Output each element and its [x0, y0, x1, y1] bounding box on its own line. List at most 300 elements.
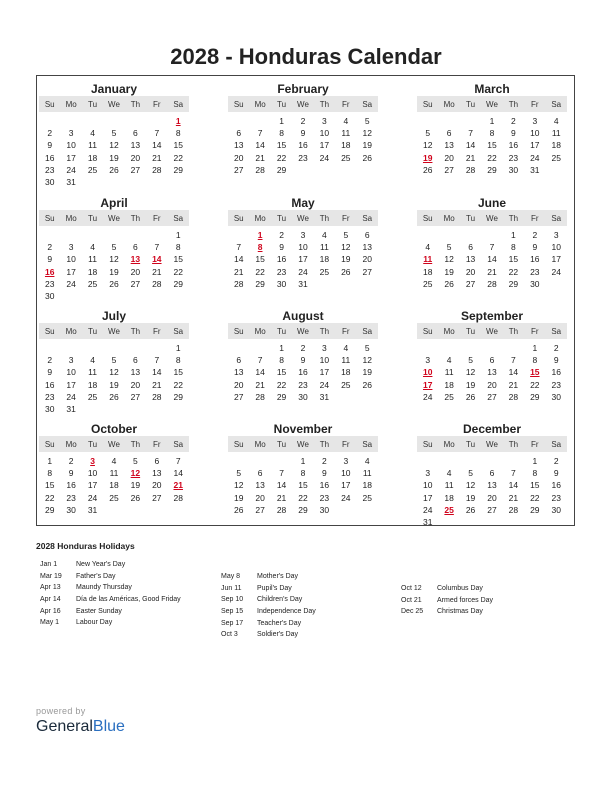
day-cell: 28 — [487, 278, 497, 289]
weekday-label: Su — [44, 213, 55, 223]
day-cell: 7 — [489, 242, 495, 253]
day-cell: 24 — [87, 492, 98, 503]
day-cell: 27 — [487, 391, 497, 402]
day-cell: 7 — [154, 355, 160, 366]
weekday-label: Mo — [254, 326, 266, 336]
day-cell: 28 — [508, 504, 519, 515]
weekday-label: Su — [233, 99, 244, 109]
day-cell: 19 — [109, 379, 119, 390]
day-cell: 7 — [175, 456, 181, 467]
month-name: June — [477, 196, 506, 210]
day-cell: 3 — [553, 230, 559, 241]
day-cell: 10 — [319, 355, 330, 366]
week-row — [39, 266, 189, 278]
day-cell: 25 — [319, 266, 330, 277]
day-cell: 20 — [152, 480, 162, 491]
weekday-label: Th — [319, 99, 330, 109]
weekday-label: Th — [130, 439, 141, 449]
day-cell: 23 — [508, 152, 519, 163]
week-row — [417, 504, 567, 516]
day-cell: 7 — [511, 468, 516, 479]
day-cell: 19 — [362, 140, 372, 151]
weekday-label: Sa — [551, 99, 562, 109]
week-row — [39, 115, 189, 127]
week-row — [228, 354, 378, 366]
day-cell: 10 — [341, 468, 351, 479]
day-cell: 22 — [173, 266, 183, 277]
day-cell: 5 — [111, 128, 117, 139]
day-cell: 1 — [257, 230, 263, 241]
day-cell: 5 — [111, 242, 117, 253]
day-cell: 6 — [468, 242, 473, 253]
day-cell: 7 — [468, 128, 473, 139]
day-cell: 14 — [152, 254, 162, 265]
day-cell: 16 — [551, 480, 561, 491]
day-cell: 25 — [87, 164, 98, 175]
day-cell: 27 — [465, 278, 476, 289]
powered-by-text: powered by — [36, 706, 86, 716]
weekday-label: Mo — [254, 99, 266, 109]
week-row — [417, 403, 567, 415]
holiday-item — [221, 594, 316, 606]
weekday-label: Tu — [466, 326, 476, 336]
day-cell: 14 — [173, 468, 183, 479]
day-cell: 23 — [44, 278, 55, 289]
weekday-header — [417, 436, 567, 452]
day-cell: 14 — [255, 367, 265, 378]
week-row — [228, 266, 378, 278]
day-cell: 23 — [44, 391, 55, 402]
day-cell: 7 — [279, 468, 284, 479]
holiday-item — [40, 617, 181, 629]
weekday-label: We — [108, 99, 120, 109]
week-row — [39, 354, 189, 366]
day-cell: 11 — [444, 367, 454, 378]
weekday-label: Tu — [466, 213, 476, 223]
week-row — [39, 253, 189, 265]
weekday-label: We — [486, 439, 498, 449]
day-cell: 4 — [111, 456, 117, 467]
day-cell: 17 — [66, 266, 76, 277]
day-cell: 21 — [487, 266, 497, 277]
day-cell: 10 — [551, 242, 561, 253]
day-cell: 26 — [465, 391, 476, 402]
day-cell: 22 — [255, 266, 265, 277]
holiday-date: Oct 12 — [401, 585, 422, 592]
week-row — [39, 139, 189, 151]
day-cell: 22 — [276, 379, 287, 390]
day-cell: 22 — [44, 492, 55, 503]
day-cell: 21 — [152, 266, 162, 277]
day-cell: 2 — [532, 230, 538, 241]
holiday-item — [221, 583, 316, 595]
day-cell: 2 — [47, 355, 53, 366]
holiday-date: Oct 21 — [401, 596, 422, 604]
day-cell: 19 — [465, 492, 476, 503]
day-cell: 4 — [425, 242, 431, 253]
day-cell: 8 — [279, 128, 284, 139]
week-row — [228, 278, 378, 290]
holiday-date: Apr 13 — [40, 584, 61, 592]
day-cell: 11 — [362, 468, 372, 479]
day-cell: 6 — [446, 128, 452, 139]
month-name: March — [474, 82, 510, 96]
week-row — [39, 467, 189, 479]
weekday-label: Sa — [551, 326, 562, 336]
week-row — [39, 492, 189, 504]
holiday-column — [40, 559, 181, 629]
day-cell: 8 — [175, 355, 181, 366]
weekday-header — [39, 323, 189, 339]
week-row — [417, 391, 567, 403]
week-row — [228, 164, 378, 176]
day-cell: 12 — [465, 480, 476, 491]
day-cell: 29 — [487, 164, 497, 175]
day-cell: 9 — [553, 355, 559, 366]
day-cell: 11 — [88, 367, 97, 378]
page-title: 2028 - Honduras Calendar — [170, 44, 442, 69]
weekday-label: Tu — [466, 439, 476, 449]
day-cell: 21 — [508, 379, 519, 390]
weekday-label: Sa — [551, 213, 562, 223]
day-cell: 11 — [109, 468, 119, 479]
week-row — [228, 455, 378, 467]
day-cell: 5 — [343, 230, 349, 241]
week-row — [39, 366, 189, 378]
day-cell: 13 — [465, 254, 476, 265]
weekday-label: We — [108, 439, 120, 449]
day-cell: 19 — [422, 152, 433, 163]
day-cell: 26 — [130, 492, 141, 503]
holiday-date: Sep 17 — [221, 619, 244, 627]
week-row — [228, 139, 378, 151]
month-name: January — [90, 82, 138, 96]
day-cell: 18 — [87, 266, 98, 277]
day-cell: 8 — [532, 468, 538, 479]
day-cell: 12 — [465, 367, 476, 378]
day-cell: 6 — [236, 355, 242, 366]
day-cell: 18 — [444, 492, 454, 503]
day-cell: 30 — [551, 504, 561, 515]
weekday-label: Th — [319, 213, 330, 223]
day-cell: 24 — [66, 278, 76, 289]
day-cell: 13 — [130, 367, 141, 378]
day-cell: 9 — [47, 140, 53, 151]
day-cell: 8 — [279, 355, 284, 366]
weekday-label: Fr — [342, 326, 350, 336]
day-cell: 17 — [341, 480, 351, 491]
day-cell: 29 — [298, 504, 308, 515]
day-cell: 28 — [465, 164, 476, 175]
weekday-label: Tu — [277, 326, 287, 336]
weekday-label: We — [486, 213, 498, 223]
week-row — [417, 366, 567, 378]
day-cell: 23 — [551, 379, 561, 390]
holiday-item — [221, 618, 316, 630]
weekday-label: We — [486, 326, 498, 336]
day-cell: 7 — [511, 355, 516, 366]
weekday-label: We — [486, 99, 498, 109]
day-cell: 16 — [44, 266, 55, 277]
weekday-label: Th — [130, 326, 141, 336]
day-cell: 7 — [154, 128, 160, 139]
day-cell: 18 — [444, 379, 454, 390]
day-cell: 20 — [130, 266, 141, 277]
week-row — [417, 241, 567, 253]
day-cell: 21 — [173, 480, 183, 491]
weekday-label: Mo — [65, 99, 77, 109]
day-cell: 3 — [322, 116, 327, 127]
month-2 — [417, 82, 567, 188]
week-row — [228, 115, 378, 127]
weekday-label: Fr — [153, 326, 161, 336]
week-row — [228, 342, 378, 354]
week-row — [417, 479, 567, 491]
day-cell: 31 — [319, 391, 330, 402]
day-cell: 1 — [532, 456, 538, 467]
holiday-date: Dec 25 — [401, 608, 424, 616]
holiday-name: Pupil's Day — [257, 584, 292, 592]
day-cell: 28 — [255, 391, 265, 402]
day-cell: 9 — [300, 355, 306, 366]
holiday-name: Independence Day — [257, 608, 316, 616]
day-cell: 24 — [66, 164, 76, 175]
day-cell: 28 — [276, 504, 287, 515]
day-cell: 12 — [233, 480, 244, 491]
holiday-date: Jun 11 — [221, 584, 242, 592]
day-cell: 16 — [44, 379, 55, 390]
day-cell: 25 — [444, 504, 454, 515]
day-cell: 19 — [109, 152, 119, 163]
day-cell: 17 — [298, 254, 308, 265]
holiday-name: Children's Day — [257, 596, 303, 604]
day-cell: 14 — [233, 254, 244, 265]
day-cell: 14 — [152, 367, 162, 378]
day-cell: 18 — [341, 140, 351, 151]
week-row — [228, 492, 378, 504]
day-cell: 17 — [319, 140, 330, 151]
day-cell: 9 — [300, 128, 306, 139]
holiday-item — [40, 594, 181, 606]
day-cell: 21 — [233, 266, 244, 277]
day-cell: 12 — [362, 128, 372, 139]
day-cell: 23 — [530, 266, 540, 277]
weekday-label: Mo — [443, 326, 455, 336]
day-cell: 24 — [319, 379, 330, 390]
day-cell: 9 — [47, 254, 53, 265]
weekday-label: Mo — [65, 326, 77, 336]
day-cell: 12 — [422, 140, 433, 151]
week-row — [417, 152, 567, 164]
day-cell: 24 — [319, 152, 330, 163]
week-row — [228, 176, 378, 188]
day-cell: 21 — [152, 379, 162, 390]
day-cell: 20 — [233, 379, 244, 390]
day-cell: 2 — [322, 456, 327, 467]
day-cell: 21 — [465, 152, 476, 163]
day-cell: 4 — [322, 230, 327, 241]
day-cell: 30 — [530, 278, 540, 289]
holiday-date: Mar 19 — [40, 572, 62, 580]
week-row — [417, 492, 567, 504]
weekday-label: Mo — [254, 213, 266, 223]
week-row — [39, 229, 189, 241]
brand-blue-text: Blue — [92, 718, 125, 735]
day-cell: 3 — [425, 468, 431, 479]
day-cell: 15 — [508, 254, 519, 265]
week-row — [417, 229, 567, 241]
month-4 — [228, 196, 378, 302]
day-cell: 18 — [109, 480, 119, 491]
day-cell: 18 — [422, 266, 433, 277]
day-cell: 26 — [362, 152, 372, 163]
week-row — [417, 278, 567, 290]
day-cell: 11 — [341, 355, 351, 366]
day-cell: 27 — [130, 278, 141, 289]
day-cell: 5 — [468, 355, 473, 366]
brand-logo[interactable] — [36, 718, 125, 736]
day-cell: 2 — [68, 456, 74, 467]
day-cell: 23 — [298, 152, 308, 163]
day-cell: 6 — [364, 230, 370, 241]
weekday-header — [417, 323, 567, 339]
day-cell: 10 — [422, 367, 433, 378]
day-cell: 1 — [175, 343, 181, 354]
day-cell: 29 — [276, 391, 287, 402]
weekday-label: Sa — [362, 213, 373, 223]
holiday-name: Easter Sunday — [76, 607, 122, 615]
day-cell: 29 — [173, 164, 183, 175]
weekday-header — [39, 436, 189, 452]
day-cell: 28 — [152, 278, 162, 289]
week-row — [228, 241, 378, 253]
weekday-label: Fr — [342, 213, 350, 223]
day-cell: 23 — [44, 164, 55, 175]
day-cell: 14 — [508, 367, 519, 378]
day-cell: 3 — [343, 456, 349, 467]
day-cell: 16 — [44, 152, 55, 163]
holiday-name: Father's Day — [76, 572, 116, 580]
day-cell: 16 — [508, 140, 519, 151]
week-row — [39, 403, 189, 415]
weekday-label: Th — [130, 213, 141, 223]
month-name: May — [291, 196, 315, 210]
weekday-label: Tu — [88, 213, 98, 223]
day-cell: 2 — [300, 116, 306, 127]
day-cell: 29 — [173, 391, 183, 402]
weekday-header — [228, 96, 378, 112]
holiday-item — [401, 595, 493, 607]
weekday-label: Tu — [277, 439, 287, 449]
day-cell: 18 — [551, 140, 561, 151]
day-cell: 16 — [66, 480, 76, 491]
day-cell: 1 — [300, 456, 306, 467]
week-row — [39, 241, 189, 253]
day-cell: 10 — [87, 468, 98, 479]
week-row — [228, 391, 378, 403]
month-10 — [228, 422, 378, 528]
day-cell: 29 — [276, 164, 287, 175]
week-row — [39, 176, 189, 188]
day-cell: 8 — [300, 468, 306, 479]
weekday-header — [228, 436, 378, 452]
weekday-label: Th — [508, 439, 519, 449]
day-cell: 3 — [68, 355, 74, 366]
day-cell: 27 — [130, 391, 141, 402]
week-row — [417, 379, 567, 391]
day-cell: 27 — [130, 164, 141, 175]
holiday-item — [40, 582, 181, 594]
weekday-header — [417, 96, 567, 112]
calendar-grid — [36, 75, 575, 526]
day-cell: 20 — [487, 379, 497, 390]
day-cell: 15 — [276, 140, 287, 151]
day-cell: 16 — [276, 254, 287, 265]
day-cell: 20 — [444, 152, 454, 163]
month-name: October — [90, 422, 137, 436]
day-cell: 21 — [276, 492, 287, 503]
week-row — [39, 342, 189, 354]
month-11 — [417, 422, 567, 528]
holiday-name: Maundy Thursday — [76, 584, 132, 592]
holiday-item — [40, 606, 181, 618]
day-cell: 26 — [109, 164, 119, 175]
weekday-label: Tu — [88, 326, 98, 336]
week-row — [39, 278, 189, 290]
day-cell: 27 — [233, 164, 244, 175]
day-cell: 13 — [152, 468, 162, 479]
weekday-label: Su — [422, 99, 433, 109]
day-cell: 12 — [109, 140, 119, 151]
holiday-name: Teacher's Day — [257, 619, 302, 627]
holiday-name: Christmas Day — [437, 608, 483, 616]
month-name: February — [277, 82, 329, 96]
day-cell: 23 — [276, 266, 287, 277]
day-cell: 20 — [465, 266, 476, 277]
holiday-name: Labour Day — [76, 619, 113, 627]
weekday-label: Su — [422, 326, 433, 336]
day-cell: 25 — [87, 391, 98, 402]
day-cell: 31 — [66, 177, 76, 188]
day-cell: 10 — [66, 254, 76, 265]
day-cell: 25 — [87, 278, 98, 289]
day-cell: 15 — [530, 480, 540, 491]
day-cell: 10 — [66, 367, 76, 378]
weekday-label: Fr — [153, 99, 161, 109]
day-cell: 13 — [362, 242, 372, 253]
day-cell: 13 — [444, 140, 454, 151]
day-cell: 21 — [255, 379, 265, 390]
week-row — [39, 516, 189, 528]
day-cell: 4 — [343, 343, 349, 354]
day-cell: 19 — [109, 266, 119, 277]
month-1 — [228, 82, 378, 188]
holiday-column — [221, 571, 316, 641]
week-row — [39, 164, 189, 176]
day-cell: 1 — [175, 116, 181, 127]
weekday-label: Mo — [254, 439, 266, 449]
day-cell: 15 — [173, 140, 183, 151]
day-cell: 19 — [233, 492, 244, 503]
day-cell: 17 — [66, 379, 76, 390]
day-cell: 9 — [279, 242, 284, 253]
day-cell: 30 — [508, 164, 519, 175]
day-cell: 8 — [175, 128, 181, 139]
week-row — [417, 516, 567, 528]
month-name: September — [460, 309, 524, 323]
day-cell: 8 — [511, 242, 516, 253]
day-cell: 24 — [341, 492, 351, 503]
